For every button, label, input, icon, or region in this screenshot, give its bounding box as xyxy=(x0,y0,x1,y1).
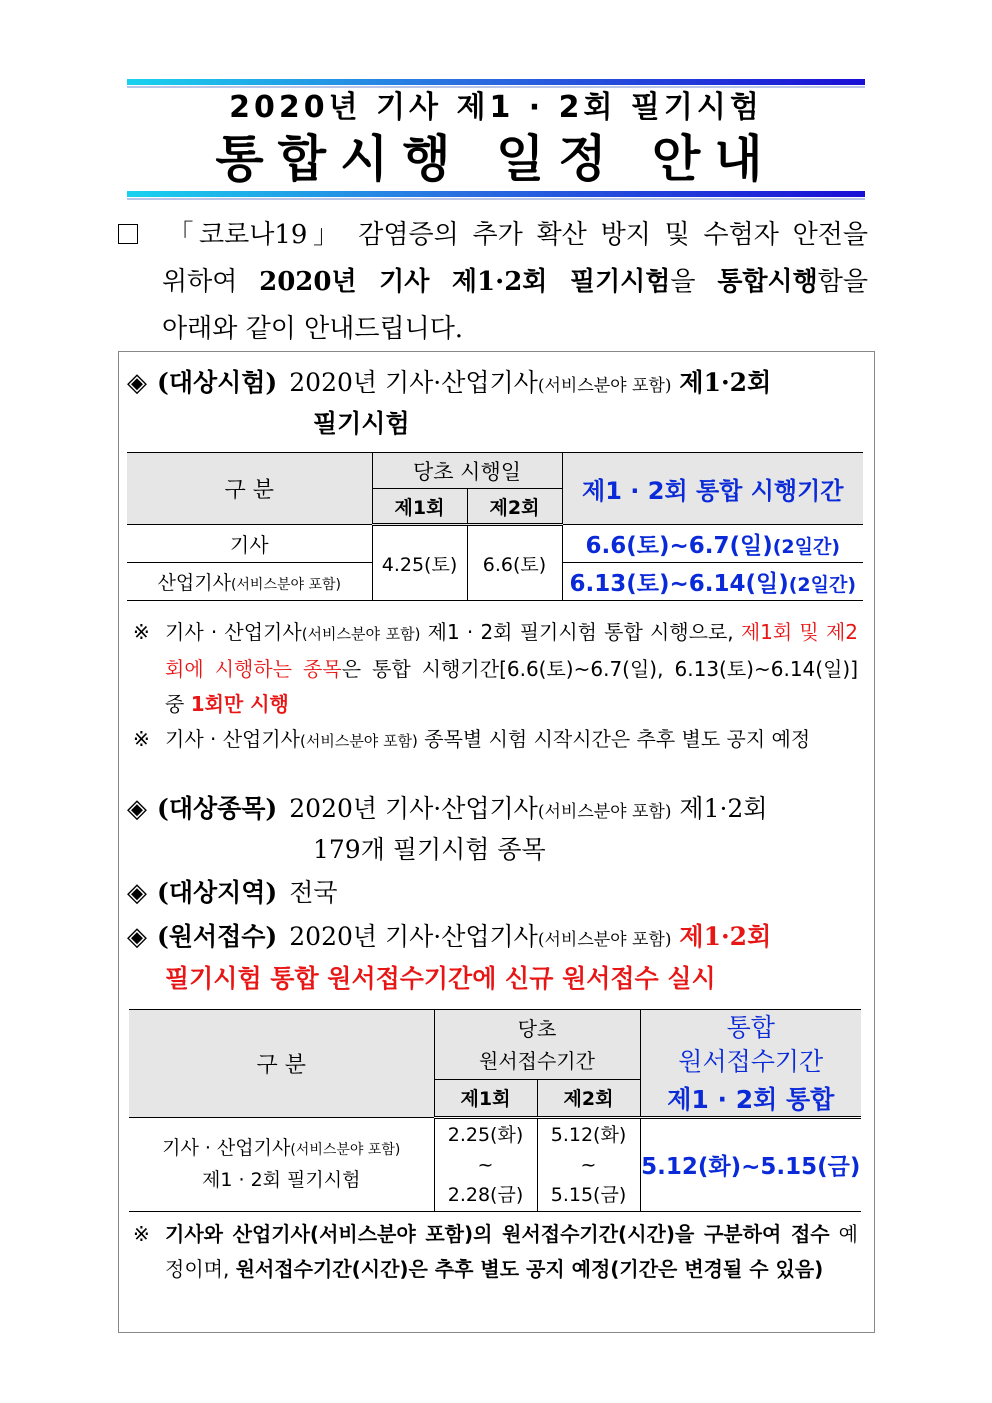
schedule-table xyxy=(127,452,863,601)
table1-header-category: 구 분 xyxy=(127,453,372,525)
section-application xyxy=(127,918,862,959)
intro-line-2 xyxy=(118,259,868,306)
section-text: 2020년 기사·산업기사 xyxy=(289,922,538,951)
section-target-region xyxy=(127,874,862,912)
note-seg: 기사 · 산업기사 xyxy=(165,727,300,751)
section-target-items xyxy=(127,790,862,831)
section-text: 2020년 기사·산업기사 xyxy=(289,794,538,823)
intro-text-2e: 함을 xyxy=(817,267,869,297)
diamond-bullet-icon: ◈ xyxy=(127,368,147,398)
row-text: 제1 · 2회 필기시험 xyxy=(202,1169,361,1191)
page-title: 통합시행 일정 안내 xyxy=(215,130,777,188)
intro-text-2b: 2020년 기사 제1·2회 필기시험 xyxy=(259,267,671,297)
period-end: 5.15(금) xyxy=(550,1183,627,1206)
section-text: 제1·2회 xyxy=(679,794,768,823)
section-application-cont: 필기시험 통합 원서접수기간에 신규 원서접수 실시 xyxy=(165,964,716,993)
note-seg-small: (서비스분야 포함) xyxy=(301,625,421,643)
table1-merged-sanup xyxy=(562,563,863,601)
section-target-exam xyxy=(127,364,862,405)
row-text-small: (서비스분야 포함) xyxy=(290,1142,401,1158)
period-end: 2.28(금) xyxy=(447,1183,524,1206)
note-text xyxy=(165,1217,858,1287)
intro-paragraph xyxy=(118,212,868,353)
row-text: 기사 · 산업기사 xyxy=(162,1137,291,1159)
row-name: 산업기사 xyxy=(157,572,231,594)
note-seg-bold: 기사와 산업기사(서비스분야 포함)의 원서접수기간(시간)을 구분하여 접수 xyxy=(165,1222,830,1246)
note-text xyxy=(165,722,858,759)
application-table xyxy=(129,1009,861,1212)
header-bottom-bar-shadow xyxy=(127,198,865,200)
note-seg: 제1 · 2회 필기시험 통합 시행으로, xyxy=(420,620,734,644)
header-text: 당초 xyxy=(517,1016,557,1041)
intro-text-2c: 을 xyxy=(670,267,718,297)
table1-header-merged: 제1 · 2회 통합 시행기간 xyxy=(562,453,863,525)
table2-row-name xyxy=(129,1117,434,1211)
table2-period-round1 xyxy=(434,1117,537,1211)
table2-merged-period: 5.12(화)~5.15(금) xyxy=(640,1117,861,1211)
reference-mark-icon: ※ xyxy=(133,727,150,751)
table2-header-category: 구 분 xyxy=(129,1010,434,1118)
table2-header-original xyxy=(434,1010,640,1080)
reference-mark-icon: ※ xyxy=(133,1222,150,1246)
section-text: 전국 xyxy=(289,878,338,907)
note-item xyxy=(133,722,858,759)
intro-text-3: 아래와 같이 안내드립니다. xyxy=(162,314,464,344)
note-seg: 예정이며, xyxy=(165,1222,858,1281)
table1-date-round1: 4.25(토) xyxy=(372,525,467,601)
table2-header-round2: 제2회 xyxy=(537,1080,640,1118)
reference-mark-icon: ※ xyxy=(133,620,150,644)
table1-date-round2: 6.6(토) xyxy=(467,525,562,601)
section-target-items-cont: 179개 필기시험 종목 xyxy=(313,835,546,864)
section-label: (원서접수) xyxy=(157,922,278,951)
diamond-bullet-icon: ◈ xyxy=(127,922,147,952)
header-bottom-bar xyxy=(127,191,865,197)
section-label: (대상종목) xyxy=(157,794,278,823)
table1-header-round1: 제1회 xyxy=(372,489,467,525)
page-subtitle: 2020년 기사 제1 · 2회 필기시험 xyxy=(229,90,763,125)
table2-period-round2 xyxy=(537,1117,640,1211)
intro-line-3 xyxy=(118,306,868,353)
header-text: 원서접수기간 xyxy=(678,1046,824,1076)
merged-days: (2일간) xyxy=(788,574,857,596)
header-text: 통합 xyxy=(726,1012,775,1042)
table1-header-original: 당초 시행일 xyxy=(372,453,562,489)
note-seg: 종목별 시험 시작시간은 추후 별도 공지 예정 xyxy=(417,727,811,751)
section-text-red: 제1·2회 xyxy=(679,922,772,951)
note-seg-bold: 원서접수기간(시간)은 추후 별도 공지 예정(기간은 변경될 수 있음) xyxy=(235,1257,824,1281)
section-text-small: (서비스분야 포함) xyxy=(537,376,672,396)
merged-date: 6.13(토)~6.14(일) xyxy=(569,571,789,597)
header-text: 원서접수기간 xyxy=(479,1048,595,1073)
note-seg-red-bold: 1회만 시행 xyxy=(190,692,289,716)
intro-text-1: 「코로나19」 감염증의 추가 확산 방지 및 수험자 안전을 xyxy=(162,220,868,250)
intro-text-2a: 위하여 xyxy=(162,267,260,297)
table2-header-merged xyxy=(640,1010,861,1080)
merged-date: 6.6(토)~6.7(일) xyxy=(585,533,773,559)
note-text xyxy=(165,615,858,722)
intro-line-1 xyxy=(118,212,868,259)
section-label: (대상시험) xyxy=(157,368,278,397)
note-item xyxy=(133,1217,858,1287)
note-item xyxy=(133,615,858,722)
section-label: (대상지역) xyxy=(157,878,278,907)
diamond-bullet-icon: ◈ xyxy=(127,878,147,908)
period-start: 5.12(화) xyxy=(550,1123,627,1146)
table2-header-merged-round: 제1 · 2회 통합 xyxy=(640,1080,861,1118)
details-box xyxy=(118,351,875,1333)
table1-merged-gisa xyxy=(562,525,863,563)
row-name-small: (서비스분야 포함) xyxy=(230,577,341,593)
table1-row-sanup xyxy=(127,563,372,601)
period-tilde: ~ xyxy=(477,1153,494,1176)
note-seg: 기사 · 산업기사 xyxy=(165,620,302,644)
table1-header-round2: 제2회 xyxy=(467,489,562,525)
note-seg-small: (서비스분야 포함) xyxy=(300,732,418,750)
period-tilde: ~ xyxy=(580,1153,597,1176)
note-seg: 은 통합 시행기간[6.6(토)~6.7(일), 6.13(토)~6.14(일)] 중 xyxy=(165,657,858,716)
section-text-bold: 제1·2회 xyxy=(679,368,772,397)
merged-days: (2일간) xyxy=(772,536,841,558)
note-seg-red: 제1회 및 제2회에 시행하는 종목 xyxy=(165,620,858,681)
diamond-bullet-icon: ◈ xyxy=(127,794,147,824)
table2-header-round1: 제1회 xyxy=(434,1080,537,1118)
header-top-bar xyxy=(127,79,865,85)
notes-1 xyxy=(133,615,858,759)
notes-2 xyxy=(133,1217,858,1287)
table1-row-gisa: 기사 xyxy=(127,525,372,563)
period-start: 2.25(화) xyxy=(447,1123,524,1146)
section-target-exam-cont: 필기시험 xyxy=(313,409,410,438)
section-text-small: (서비스분야 포함) xyxy=(537,802,672,822)
section-text: 2020년 기사·산업기사 xyxy=(289,368,538,397)
section-text-small: (서비스분야 포함) xyxy=(537,930,672,950)
checkbox-square-icon xyxy=(118,224,138,244)
intro-text-2d: 통합시행 xyxy=(717,267,818,297)
